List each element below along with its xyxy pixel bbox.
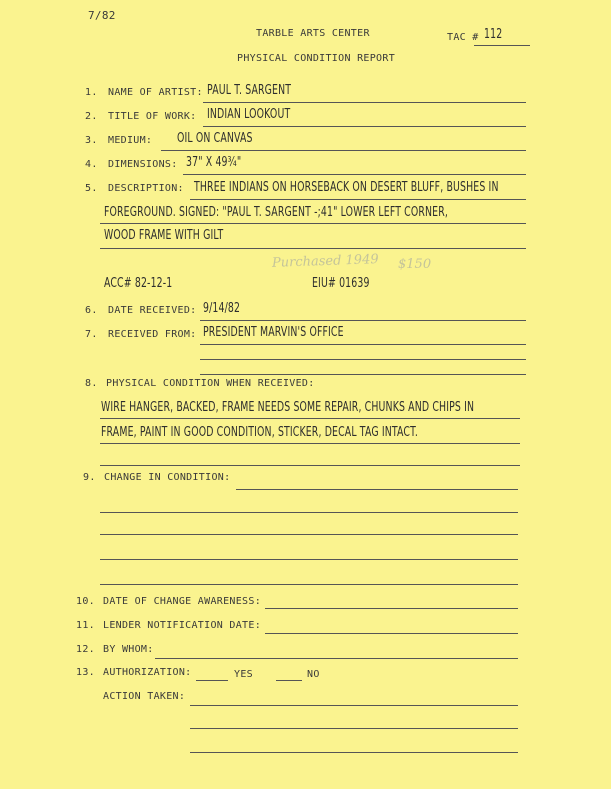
num-3: 3. bbox=[85, 135, 98, 146]
received-from-line-2 bbox=[200, 359, 526, 360]
num-11: 11. bbox=[76, 620, 95, 631]
lender-notification-label: LENDER NOTIFICATION DATE: bbox=[103, 620, 262, 631]
description-line-2: FOREGROUND. SIGNED: "PAUL T. SARGENT -;41" LOWER LEFT CORNER, bbox=[104, 205, 448, 220]
auth-yes-label: YES bbox=[234, 669, 253, 680]
report-title: PHYSICAL CONDITION REPORT bbox=[237, 53, 396, 64]
tac-number: 112 bbox=[484, 27, 503, 42]
change-line-3 bbox=[100, 534, 518, 535]
description-label: DESCRIPTION: bbox=[108, 183, 184, 194]
num-6: 6. bbox=[85, 305, 98, 316]
date-received-label: DATE RECEIVED: bbox=[108, 305, 197, 316]
condition-rule-3 bbox=[100, 465, 520, 466]
received-from-line-3 bbox=[200, 374, 526, 375]
change-line-2 bbox=[100, 512, 518, 513]
artist-label: NAME OF ARTIST: bbox=[108, 87, 203, 98]
action-taken-line-3 bbox=[190, 752, 518, 753]
medium-line bbox=[161, 150, 526, 151]
date-received-line bbox=[200, 320, 526, 321]
title-line bbox=[203, 126, 526, 127]
description-line-3: WOOD FRAME WITH GILT bbox=[104, 228, 224, 243]
action-taken-line-1 bbox=[190, 705, 518, 706]
change-line-1 bbox=[236, 489, 518, 490]
artist-line bbox=[203, 102, 526, 103]
condition-rule-2 bbox=[100, 443, 520, 444]
date-code: 7/82 bbox=[88, 9, 116, 22]
condition-rule-1 bbox=[100, 418, 520, 419]
dimensions-label: DIMENSIONS: bbox=[108, 159, 178, 170]
condition-line-2: FRAME, PAINT IN GOOD CONDITION, STICKER, DECAL TAG INTACT. bbox=[101, 425, 418, 440]
num-4: 4. bbox=[85, 159, 98, 170]
num-8: 8. bbox=[85, 378, 98, 389]
acc-number: ACC# 82-12-1 bbox=[104, 276, 173, 291]
org-name: TARBLE ARTS CENTER bbox=[256, 28, 370, 39]
by-whom-line bbox=[155, 658, 518, 659]
num-9: 9. bbox=[83, 472, 96, 483]
artist-value: PAUL T. SARGENT bbox=[207, 83, 292, 98]
num-10: 10. bbox=[76, 596, 95, 607]
condition-label: PHYSICAL CONDITION WHEN RECEIVED: bbox=[106, 378, 315, 389]
auth-yes-blank[interactable] bbox=[196, 680, 228, 681]
action-taken-label: ACTION TAKEN: bbox=[103, 691, 186, 702]
authorization-label: AUTHORIZATION: bbox=[103, 667, 192, 678]
date-received-value: 9/14/82 bbox=[203, 301, 241, 316]
num-5: 5. bbox=[85, 183, 98, 194]
received-from-label: RECEIVED FROM: bbox=[108, 329, 197, 340]
tac-underline bbox=[474, 45, 530, 46]
description-rule-2 bbox=[100, 223, 526, 224]
num-12: 12. bbox=[76, 644, 95, 655]
num-1: 1. bbox=[85, 87, 98, 98]
received-from-line-1 bbox=[200, 344, 526, 345]
auth-no-blank[interactable] bbox=[276, 680, 302, 681]
num-2: 2. bbox=[85, 111, 98, 122]
description-line-1: THREE INDIANS ON HORSEBACK ON DESERT BLUFF, BUSHES IN bbox=[194, 180, 499, 195]
description-rule-1 bbox=[190, 199, 526, 200]
dimensions-value: 37" X 49¾" bbox=[186, 155, 242, 170]
change-awareness-line bbox=[265, 608, 518, 609]
change-label: CHANGE IN CONDITION: bbox=[104, 472, 231, 483]
pencil-purchased-note: Purchased 1949 bbox=[271, 252, 379, 271]
by-whom-label: BY WHOM: bbox=[103, 644, 154, 655]
tac-label: TAC # bbox=[447, 32, 479, 43]
eiu-number: EIU# 01639 bbox=[312, 276, 370, 291]
action-taken-line-2 bbox=[190, 728, 518, 729]
auth-no-label: NO bbox=[307, 669, 320, 680]
num-7: 7. bbox=[85, 329, 98, 340]
medium-value: OIL ON CANVAS bbox=[177, 131, 253, 146]
pencil-price-note: $150 bbox=[398, 257, 432, 272]
title-label: TITLE OF WORK: bbox=[108, 111, 197, 122]
description-rule-3 bbox=[100, 248, 526, 249]
dimensions-line bbox=[183, 174, 526, 175]
condition-line-1: WIRE HANGER, BACKED, FRAME NEEDS SOME REPAIR, CHUNKS AND CHIPS IN bbox=[101, 400, 475, 415]
num-13: 13. bbox=[76, 667, 95, 678]
title-value: INDIAN LOOKOUT bbox=[207, 107, 291, 122]
medium-label: MEDIUM: bbox=[108, 135, 153, 146]
change-awareness-label: DATE OF CHANGE AWARENESS: bbox=[103, 596, 262, 607]
received-from-value: PRESIDENT MARVIN'S OFFICE bbox=[203, 325, 344, 340]
change-line-5 bbox=[100, 584, 518, 585]
change-line-4 bbox=[100, 559, 518, 560]
lender-notification-line bbox=[265, 633, 518, 634]
